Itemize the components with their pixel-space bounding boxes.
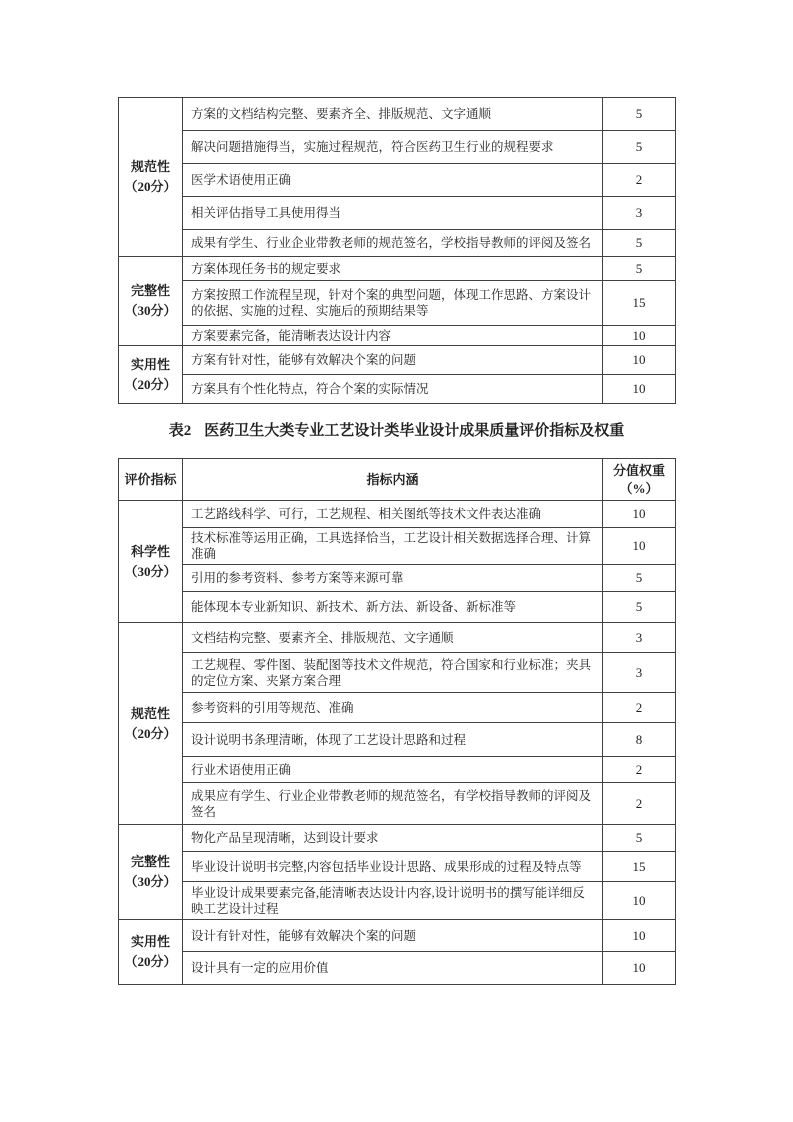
table-row [119,592,676,623]
category-points: （30分） [124,563,177,579]
criterion-cell: 成果有学生、行业企业带教老师的规范签名，学校指导教师的评阅及签名 [183,230,603,257]
criterion-cell: 成果应有学生、行业企业带教老师的规范签名，有学校指导教师的评阅及签名 [183,783,603,825]
criterion-cell: 工艺路线科学、可行，工艺规程、相关图纸等技术文件表达准确 [183,501,603,528]
header-index-content: 指标内涵 [183,459,603,501]
score-cell: 2 [603,783,676,825]
criterion-cell: 行业术语使用正确 [183,757,603,783]
score-cell: 2 [603,164,676,197]
category-points: （20分） [124,179,177,194]
criterion-cell: 方案按照工作流程呈现，针对个案的典型问题，体现工作思路、方案设计的依据、实施的过程、实施后的预期结果等 [183,281,603,326]
criterion-cell: 设计具有一定的应用价值 [183,952,603,985]
category-points: （20分） [124,376,177,392]
score-cell: 8 [603,723,676,757]
category-cell [119,623,183,825]
category-cell [119,346,183,404]
table-row [119,281,676,326]
table-row [119,230,676,257]
score-cell: 15 [603,852,676,882]
table-row [119,528,676,565]
score-cell: 5 [603,592,676,623]
category-points: （20分） [124,954,177,969]
table-row [119,825,676,852]
score-cell: 3 [603,623,676,653]
header-score-weight-line1: 分值权重 [612,462,665,478]
criterion-cell: 物化产品呈现清晰，达到设计要求 [183,825,603,852]
score-cell: 5 [603,230,676,257]
score-cell: 5 [603,98,676,131]
category-points: （30分） [124,874,177,889]
table-row [119,723,676,757]
table-row [119,653,676,693]
criterion-cell: 引用的参考资料、参考方案等来源可靠 [183,565,603,592]
criterion-cell: 毕业设计成果要素完备,能清晰表达设计内容,设计说明书的撰写能详细反映工艺设计过程 [183,882,603,920]
table-row [119,501,676,528]
table-row [119,882,676,920]
category-points: （20分） [124,725,177,741]
category-name: 实用性 [130,356,170,372]
category-name: 规范性 [130,159,170,174]
criterion-cell: 工艺规程、零件图、装配图等技术文件规范，符合国家和行业标准；夹具的定位方案、夹紧方案合理 [183,653,603,693]
score-cell: 3 [603,197,676,230]
table2-caption-title: 医药卫生大类专业工艺设计类毕业设计成果质量评价指标及权重 [204,423,625,439]
criterion-cell: 毕业设计说明书完整,内容包括毕业设计思路、成果形成的过程及特点等 [183,852,603,882]
score-cell: 5 [603,131,676,164]
category-name: 科学性 [130,543,170,559]
criterion-cell: 方案体现任务书的规定要求 [183,257,603,281]
category-cell [119,257,183,346]
criterion-cell: 能体现本专业新知识、新技术、新方法、新设备、新标准等 [183,592,603,623]
header-score-weight [603,459,676,501]
score-cell: 5 [603,257,676,281]
table-row [119,920,676,952]
table-row [119,346,676,375]
criterion-cell: 解决问题措施得当，实施过程规范，符合医药卫生行业的规程要求 [183,131,603,164]
category-cell [119,501,183,623]
table-row [119,257,676,281]
score-cell: 5 [603,825,676,852]
table-row [119,197,676,230]
score-cell: 10 [603,528,676,565]
table-row [119,757,676,783]
score-cell: 10 [603,501,676,528]
criteria-table-continued [118,97,676,404]
criterion-cell: 设计有针对性，能够有效解决个案的问题 [183,920,603,952]
category-name: 实用性 [130,934,170,949]
criterion-cell: 方案的文档结构完整、要素齐全、排版规范、文字通顺 [183,98,603,131]
criterion-cell: 方案有针对性，能够有效解决个案的问题 [183,346,603,375]
header-row [119,459,676,501]
score-cell: 5 [603,565,676,592]
header-score-weight-line2: （%） [619,480,659,496]
criterion-cell: 方案要素完备，能清晰表达设计内容 [183,326,603,346]
score-cell: 10 [603,346,676,375]
criterion-cell: 相关评估指导工具使用得当 [183,197,603,230]
score-cell: 10 [603,882,676,920]
category-cell [119,825,183,920]
category-name: 完整性 [130,283,170,298]
category-name: 规范性 [130,705,170,721]
header-evaluation-index: 评价指标 [119,459,183,501]
score-cell: 10 [603,375,676,404]
criterion-cell: 技术标准等运用正确，工具选择恰当，工艺设计相关数据选择合理、计算准确 [183,528,603,565]
table-row [119,852,676,882]
score-cell: 2 [603,757,676,783]
category-points: （30分） [124,303,177,318]
table-row [119,375,676,404]
table-row [119,783,676,825]
score-cell: 2 [603,693,676,723]
table-row [119,164,676,197]
criterion-cell: 文档结构完整、要素齐全、排版规范、文字通顺 [183,623,603,653]
criterion-cell: 参考资料的引用等规范、准确 [183,693,603,723]
category-name: 完整性 [130,854,170,869]
table-row [119,98,676,131]
score-cell: 15 [603,281,676,326]
table-row [119,952,676,985]
table2-caption-label: 表2 [168,423,192,439]
criterion-cell: 设计说明书条理清晰，体现了工艺设计思路和过程 [183,723,603,757]
table-row [119,623,676,653]
criteria-table-2 [118,458,676,985]
table-row [119,693,676,723]
criterion-cell: 方案具有个性化特点，符合个案的实际情况 [183,375,603,404]
score-cell: 10 [603,920,676,952]
criterion-cell: 医学术语使用正确 [183,164,603,197]
score-cell: 10 [603,326,676,346]
category-cell [119,920,183,985]
table-row [119,326,676,346]
score-cell: 10 [603,952,676,985]
table-row [119,565,676,592]
score-cell: 3 [603,653,676,693]
table2-caption [0,419,793,440]
table-row [119,131,676,164]
category-cell [119,98,183,257]
